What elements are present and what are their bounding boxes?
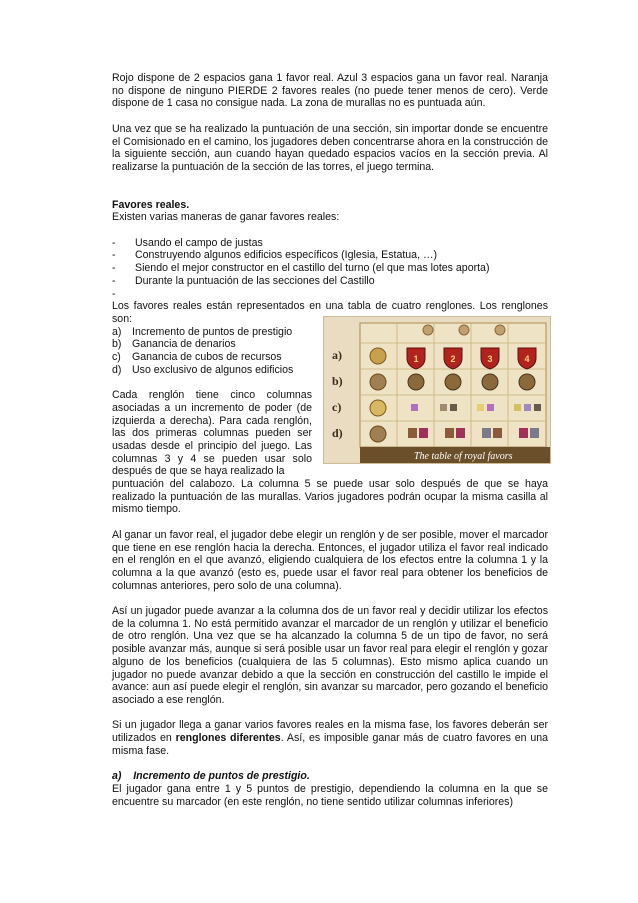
section-title-royal-favors: Favores reales.	[112, 198, 190, 211]
document-page	[112, 72, 548, 808]
shield-icon	[481, 348, 499, 369]
paragraph-table-rows: Los favores reales están representados en una tabla de cuatro renglones. Los renglones son:	[112, 300, 548, 325]
list-item: c) Ganancia de cubos de recursos	[112, 351, 282, 364]
bold-phrase: renglones diferentes	[175, 732, 281, 745]
list-item: - Siendo el mejor constructor en el castillo del turno (el que mas lotes aporta)	[112, 262, 490, 275]
ways-list	[112, 237, 548, 301]
figure-caption: The table of royal favors	[414, 451, 513, 462]
svg-text:2: 2	[450, 354, 456, 364]
paragraph-advancing: Así un jugador puede avanzar a la columna dos de un favor real y decidir utilizar los efectos de la columna 1. No está permitido avanzar el marcador de un renglón y utilizar el beneficio de otro renglón. Una vez que se ha alcanzado la columna 5 de un tipo de favor, no será posible avanzar más, aunque si será posible usar un favor real para elegir el renglón y gozar alguno de los beneficios (cualquiera de las 5 columnas). Esto mismo aplica cuando un jugador no puede avanzar debido a que la sección en construcción del castillo le impide el avance: aun así puede elegir el renglón, sin avanzar su marcador, pero gozando el beneficio asociado a ese renglón.	[112, 605, 548, 706]
list-item: b) Ganancia de denarios	[112, 338, 236, 351]
svg-text:1: 1	[413, 354, 419, 364]
paragraph-next-section: Una vez que se ha realizado la puntuación de una sección, sin importar donde se encuentre el Comisionado en el camino, los jugadores deben concentrarse ahora en la construcción de la siguiente sección, aun cuando hayan quedado espacios vacíos en la sección previa. Al realizarse la puntuación de la sección de las torres, el juego termina.	[112, 122, 548, 173]
paragraph-columns-full: puntuación del calabozo. La columna 5 se puede usar solo después de que se haya realizado la puntuación de las murallas. Varios jugadores podrán ocupar la misma casilla al mismo tiempo.	[112, 478, 548, 516]
row-label-b: b)	[332, 374, 343, 388]
paragraph-scoring-example: Rojo dispone de 2 espacios gana 1 favor real. Azul 3 espacios gana un favor real. Naranja no dispone de ninguno PIERDE 2 favores reales (no puede tener menos de cero). Verde dispone de 1 casa no consigue nada. La zona de murallas no es puntuada aún.	[112, 72, 548, 110]
shield-icon	[518, 348, 536, 369]
shield-icon	[444, 348, 462, 369]
list-item: d) Uso exclusivo de algunos edificios	[112, 363, 294, 376]
list-item: -	[112, 287, 116, 300]
svg-text:3: 3	[487, 354, 493, 364]
paragraph-columns-narrow: Cada renglón tiene cinco columnas asociadas a un incremento de poder (de izquierda a derecha). Para cada renglón, las dos primeras columnas pueden ser usadas desde el principio del juego. Las columnas 3 y 4 se pueden usar solo después de que se haya realizado la	[112, 389, 312, 478]
list-item: - Construyendo algunos edificios específicos (Iglesia, Estatua, …)	[112, 249, 438, 262]
svg-text:4: 4	[524, 354, 530, 364]
subsection-title-prestige: a) Incremento de puntos de prestigio.	[112, 770, 310, 783]
paragraph-ways-intro: Existen varias maneras de ganar favores reales:	[112, 211, 340, 224]
list-item: a) Incremento de puntos de prestigio	[112, 325, 293, 338]
paragraph-multiple-favors: Si un jugador llega a ganar varios favores reales en la misma fase, los favores deberán ser utilizados en renglones diferentes. Así, es imposible ganar más de cuatro favores en una misma fase.	[112, 719, 549, 757]
list-item: - Usando el campo de justas	[112, 236, 263, 249]
list-item: - Durante la puntuación de las secciones del Castillo	[112, 274, 375, 287]
paragraph-prestige: El jugador gana entre 1 y 5 puntos de prestigio, dependiendo la columna en la que se encuentre su marcador (en este renglón, no tiene sentido utilizar columnas inferiores)	[112, 782, 548, 808]
royal-favors-board	[324, 317, 550, 463]
royal-favors-table-image	[323, 316, 551, 464]
paragraph-gaining-favor: Al ganar un favor real, el jugador debe elegir un renglón y de ser posible, mover el marcador que tiene en ese renglón hacia la derecha. Entonces, el jugador utiliza el favor real indicado en el renglón en el que avanzó, eligiendo cualquiera de los efectos entre la columna 1 y la columna a la que avanzó (esto es, puede usar el favor real para obtener los beneficios de columnas anteriores, pero solo de una columna).	[112, 528, 548, 592]
row-label-a: a)	[332, 348, 342, 362]
shield-icon	[407, 348, 425, 369]
row-label-d: d)	[332, 426, 343, 440]
row-label-c: c)	[332, 400, 342, 414]
